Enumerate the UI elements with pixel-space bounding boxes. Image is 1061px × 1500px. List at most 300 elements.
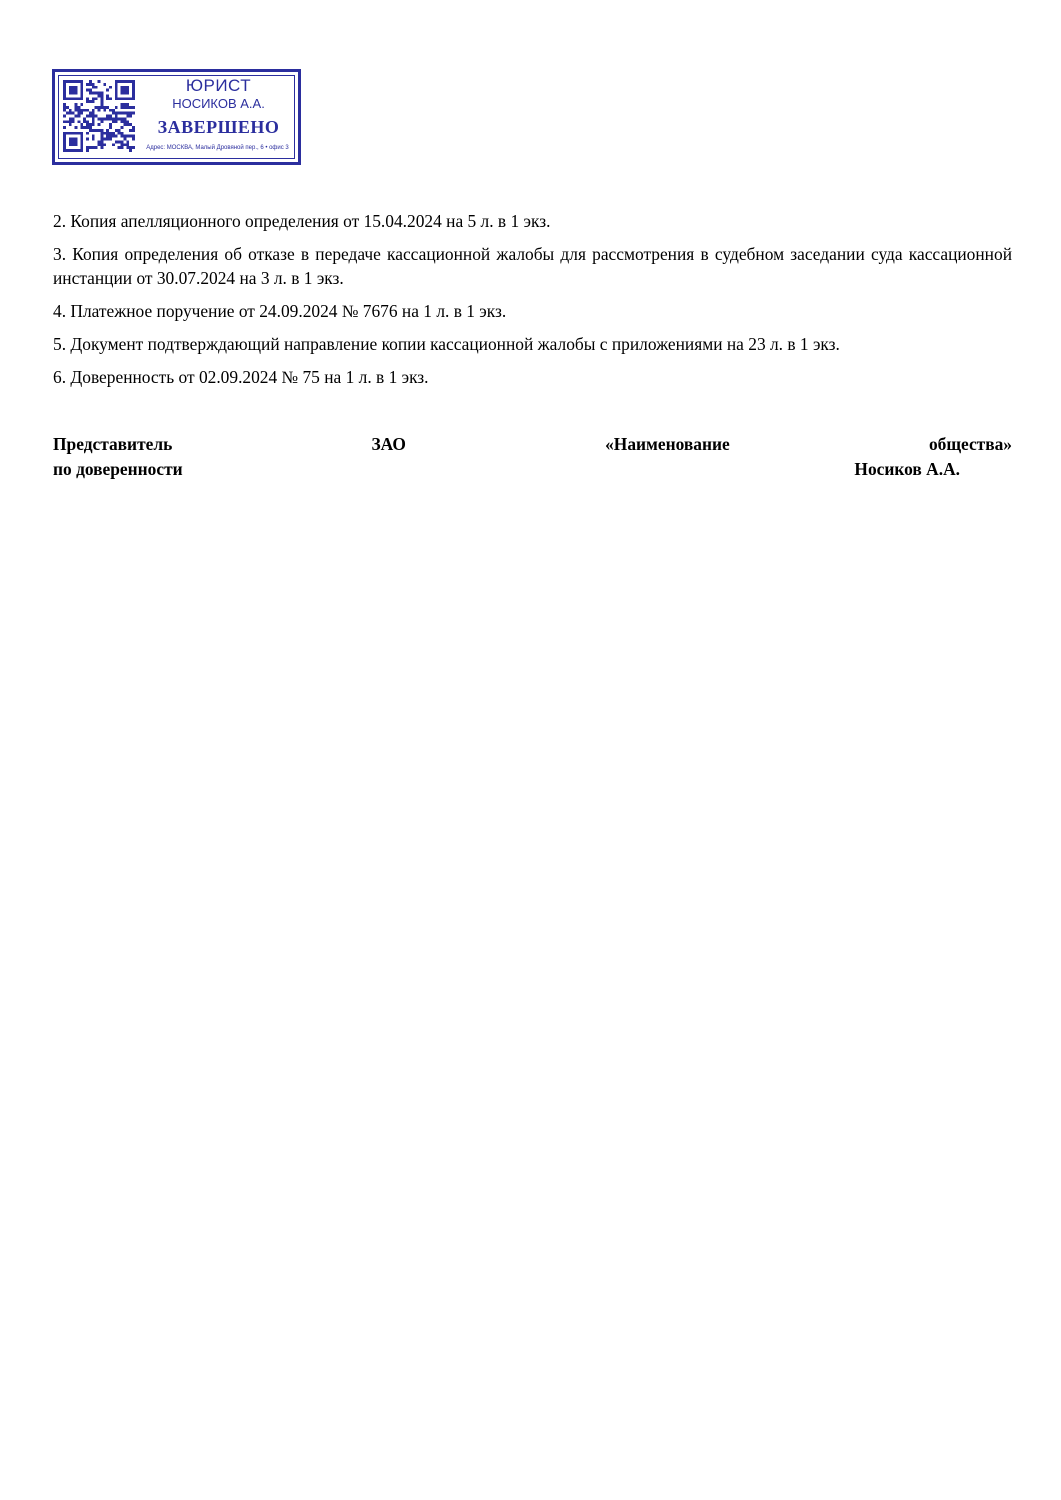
- qr-module: [100, 92, 103, 95]
- qr-module: [63, 146, 66, 149]
- qr-module: [106, 97, 109, 100]
- qr-module: [100, 129, 103, 132]
- qr-module: [121, 103, 124, 106]
- qr-module: [112, 112, 115, 115]
- qr-module: [126, 123, 129, 126]
- qr-module: [98, 143, 101, 146]
- qr-module: [118, 129, 121, 132]
- qr-module: [77, 112, 80, 115]
- qr-module: [100, 143, 103, 146]
- qr-module: [89, 115, 92, 118]
- qr-module: [115, 106, 118, 109]
- qr-module: [95, 97, 98, 100]
- qr-module: [63, 140, 66, 143]
- qr-module: [66, 120, 69, 123]
- qr-module: [121, 92, 124, 95]
- qr-module: [118, 132, 121, 135]
- signature-word: ЗАО: [371, 434, 406, 454]
- qr-module: [77, 132, 80, 135]
- qr-module: [115, 135, 118, 138]
- qr-module: [63, 132, 66, 135]
- qr-module: [75, 103, 78, 106]
- qr-module: [80, 135, 83, 138]
- qr-module: [118, 80, 121, 83]
- qr-module: [106, 94, 109, 97]
- qr-module: [126, 97, 129, 100]
- qr-module: [80, 109, 83, 112]
- qr-module: [132, 89, 135, 92]
- qr-module: [109, 117, 112, 120]
- qr-module: [80, 89, 83, 92]
- qr-module: [132, 94, 135, 97]
- stamp-address: Адрес: МОСКВА, Малый Дровяной пер., 6 • офис 3: [146, 145, 289, 151]
- qr-module: [132, 129, 135, 132]
- signature-word: Представитель: [53, 434, 173, 454]
- qr-module: [89, 129, 92, 132]
- qr-module: [109, 109, 112, 112]
- qr-module: [106, 89, 109, 92]
- qr-module: [98, 80, 101, 83]
- qr-code-icon: [63, 80, 135, 152]
- signature-word: «Наименование: [605, 434, 730, 454]
- qr-module: [109, 132, 112, 135]
- qr-module: [63, 115, 66, 118]
- qr-module: [80, 146, 83, 149]
- qr-module: [100, 138, 103, 141]
- qr-module: [115, 83, 118, 86]
- qr-module: [63, 143, 66, 146]
- qr-module: [92, 86, 95, 89]
- qr-module: [66, 97, 69, 100]
- qr-module: [121, 120, 124, 123]
- qr-module: [69, 138, 72, 141]
- qr-module: [98, 109, 101, 112]
- qr-module: [123, 135, 126, 138]
- qr-module: [106, 106, 109, 109]
- qr-module: [80, 83, 83, 86]
- qr-module: [129, 115, 132, 118]
- qr-module: [129, 123, 132, 126]
- qr-module: [63, 138, 66, 141]
- qr-module: [75, 106, 78, 109]
- qr-module: [103, 109, 106, 112]
- qr-module: [103, 106, 106, 109]
- qr-module: [115, 94, 118, 97]
- qr-module: [86, 146, 89, 149]
- qr-module: [123, 120, 126, 123]
- qr-module: [98, 92, 101, 95]
- qr-module: [92, 146, 95, 149]
- qr-module: [89, 146, 92, 149]
- qr-module: [75, 149, 78, 152]
- qr-module: [63, 97, 66, 100]
- qr-module: [115, 129, 118, 132]
- qr-module: [80, 92, 83, 95]
- qr-module: [132, 106, 135, 109]
- qr-module: [129, 146, 132, 149]
- qr-module: [103, 143, 106, 146]
- qr-module: [89, 123, 92, 126]
- qr-module: [115, 140, 118, 143]
- attachment-item: 4. Платежное поручение от 24.09.2024 № 7676 на 1 л. в 1 экз.: [53, 301, 507, 321]
- qr-module: [126, 115, 129, 118]
- qr-module: [72, 120, 75, 123]
- qr-module: [69, 109, 72, 112]
- qr-module: [86, 109, 89, 112]
- qr-module: [86, 120, 89, 123]
- qr-module: [129, 106, 132, 109]
- qr-module: [89, 83, 92, 86]
- qr-module: [132, 92, 135, 95]
- attachment-item: 2. Копия апелляционного определения от 15.04.2024 на 5 л. в 1 экз.: [53, 211, 551, 231]
- qr-module: [83, 109, 86, 112]
- qr-module: [72, 92, 75, 95]
- qr-module: [86, 89, 89, 92]
- qr-module: [77, 115, 80, 118]
- qr-module: [83, 117, 86, 120]
- qr-module: [89, 100, 92, 103]
- qr-module: [126, 146, 129, 149]
- qr-module: [75, 89, 78, 92]
- qr-module: [100, 117, 103, 120]
- qr-module: [115, 117, 118, 120]
- qr-module: [115, 86, 118, 89]
- qr-module: [69, 92, 72, 95]
- qr-module: [123, 97, 126, 100]
- qr-module: [95, 106, 98, 109]
- qr-module: [109, 123, 112, 126]
- qr-module: [100, 103, 103, 106]
- qr-module: [132, 97, 135, 100]
- qr-module: [86, 149, 89, 152]
- qr-module: [80, 138, 83, 141]
- qr-module: [92, 135, 95, 138]
- qr-module: [69, 97, 72, 100]
- qr-module: [121, 112, 124, 115]
- qr-module: [106, 129, 109, 132]
- qr-module: [66, 132, 69, 135]
- qr-module: [92, 115, 95, 118]
- qr-module: [77, 109, 80, 112]
- qr-module: [66, 80, 69, 83]
- qr-module: [126, 120, 129, 123]
- qr-module: [75, 80, 78, 83]
- qr-module: [132, 146, 135, 149]
- qr-module: [132, 126, 135, 129]
- qr-module: [112, 117, 115, 120]
- qr-module: [69, 112, 72, 115]
- qr-module: [115, 120, 118, 123]
- qr-module: [98, 129, 101, 132]
- qr-module: [80, 126, 83, 129]
- qr-module: [63, 126, 66, 129]
- qr-module: [86, 126, 89, 129]
- qr-module: [69, 86, 72, 89]
- qr-module: [92, 83, 95, 86]
- qr-module: [126, 80, 129, 83]
- qr-module: [92, 138, 95, 141]
- qr-module: [132, 86, 135, 89]
- qr-module: [80, 103, 83, 106]
- qr-module: [115, 80, 118, 83]
- signature-word: общества»: [928, 434, 1012, 454]
- qr-module: [69, 149, 72, 152]
- stamp-title: ЮРИСТ: [185, 76, 252, 95]
- signatory-name: Носиков А.А.: [854, 459, 960, 479]
- qr-module: [63, 83, 66, 86]
- qr-module: [72, 138, 75, 141]
- qr-module: [69, 117, 72, 120]
- qr-module: [123, 80, 126, 83]
- stamp-status: ЗАВЕРШЕНО: [157, 117, 280, 137]
- qr-module: [123, 123, 126, 126]
- qr-module: [63, 89, 66, 92]
- qr-module: [100, 100, 103, 103]
- qr-module: [126, 103, 129, 106]
- qr-module: [77, 106, 80, 109]
- qr-module: [72, 97, 75, 100]
- qr-module: [80, 143, 83, 146]
- qr-module: [72, 112, 75, 115]
- qr-module: [103, 117, 106, 120]
- qr-module: [103, 83, 106, 86]
- qr-module: [72, 117, 75, 120]
- qr-module: [109, 86, 112, 89]
- qr-module: [121, 89, 124, 92]
- qr-module: [95, 92, 98, 95]
- qr-module: [109, 97, 112, 100]
- qr-module: [92, 100, 95, 103]
- qr-module: [75, 92, 78, 95]
- qr-module: [126, 140, 129, 143]
- qr-module: [121, 126, 124, 129]
- qr-module: [92, 120, 95, 123]
- qr-module: [63, 80, 66, 83]
- qr-module: [80, 123, 83, 126]
- qr-module: [129, 129, 132, 132]
- qr-module: [75, 140, 78, 143]
- qr-module: [98, 117, 101, 120]
- qr-module: [89, 92, 92, 95]
- signature-line-1: [53, 432, 1012, 457]
- stamp-name: НОСИКОВ А.А.: [172, 96, 265, 111]
- qr-module: [129, 80, 132, 83]
- attachment-item: 3. Копия определения об отказе в передаче кассационной жалобы для рассмотрения в судебном заседании суда кассационной инстанции от 30.07.2024 на 3 л. в 1 экз.: [53, 244, 1012, 288]
- qr-module: [126, 143, 129, 146]
- qr-module: [112, 120, 115, 123]
- qr-module: [109, 138, 112, 141]
- qr-module: [92, 112, 95, 115]
- qr-module: [86, 132, 89, 135]
- qr-module: [98, 94, 101, 97]
- qr-module: [118, 117, 121, 120]
- qr-module: [126, 92, 129, 95]
- qr-module: [132, 135, 135, 138]
- qr-module: [115, 97, 118, 100]
- qr-module: [121, 80, 124, 83]
- qr-module: [126, 89, 129, 92]
- attachment-item: 5. Документ подтверждающий направление копии кассационной жалобы с приложениями на 23 л. в 1 экз.: [53, 334, 840, 354]
- qr-module: [86, 123, 89, 126]
- qr-module: [100, 94, 103, 97]
- qr-module: [129, 97, 132, 100]
- signature-capacity: по доверенности: [53, 459, 183, 479]
- qr-module: [109, 126, 112, 129]
- qr-module: [77, 80, 80, 83]
- qr-module: [121, 86, 124, 89]
- qr-module: [100, 97, 103, 100]
- qr-module: [100, 140, 103, 143]
- qr-module: [63, 94, 66, 97]
- qr-module: [106, 117, 109, 120]
- qr-module: [80, 94, 83, 97]
- qr-module: [106, 138, 109, 141]
- qr-module: [126, 86, 129, 89]
- qr-module: [118, 97, 121, 100]
- qr-module: [115, 89, 118, 92]
- qr-module: [92, 92, 95, 95]
- qr-module: [69, 132, 72, 135]
- qr-module: [75, 126, 78, 129]
- qr-module: [95, 146, 98, 149]
- qr-module: [63, 103, 66, 106]
- qr-module: [80, 80, 83, 83]
- qr-module: [98, 123, 101, 126]
- qr-module: [129, 135, 132, 138]
- qr-module: [86, 100, 89, 103]
- qr-module: [95, 86, 98, 89]
- qr-module: [92, 117, 95, 120]
- qr-module: [63, 120, 66, 123]
- qr-module: [63, 135, 66, 138]
- attachments-list: [53, 209, 1012, 398]
- qr-module: [63, 109, 66, 112]
- qr-module: [69, 89, 72, 92]
- qr-module: [123, 138, 126, 141]
- qr-module: [129, 112, 132, 115]
- qr-module: [121, 135, 124, 138]
- qr-module: [123, 89, 126, 92]
- qr-module: [75, 115, 78, 118]
- qr-module: [63, 149, 66, 152]
- qr-module: [115, 92, 118, 95]
- qr-module: [121, 97, 124, 100]
- qr-module: [92, 109, 95, 112]
- qr-module: [132, 112, 135, 115]
- qr-module: [80, 149, 83, 152]
- qr-module: [132, 80, 135, 83]
- qr-module: [129, 149, 132, 152]
- qr-module: [100, 146, 103, 149]
- qr-module: [66, 149, 69, 152]
- signature-line-2: [53, 457, 1012, 482]
- qr-module: [121, 106, 124, 109]
- qr-module: [100, 106, 103, 109]
- qr-module: [89, 80, 92, 83]
- qr-module: [132, 83, 135, 86]
- qr-module: [115, 115, 118, 118]
- qr-module: [123, 86, 126, 89]
- qr-module: [72, 143, 75, 146]
- qr-module: [75, 143, 78, 146]
- qr-module: [89, 112, 92, 115]
- qr-module: [123, 92, 126, 95]
- qr-module: [123, 117, 126, 120]
- qr-module: [86, 138, 89, 141]
- qr-module: [132, 138, 135, 141]
- qr-module: [103, 138, 106, 141]
- qr-module: [83, 126, 86, 129]
- qr-module: [98, 106, 101, 109]
- qr-module: [77, 120, 80, 123]
- qr-module: [63, 86, 66, 89]
- qr-module: [118, 146, 121, 149]
- qr-module: [121, 143, 124, 146]
- qr-module: [121, 140, 124, 143]
- qr-module: [72, 140, 75, 143]
- qr-module: [89, 126, 92, 129]
- qr-module: [86, 83, 89, 86]
- qr-module: [121, 117, 124, 120]
- qr-module: [112, 143, 115, 146]
- qr-module: [106, 115, 109, 118]
- qr-module: [66, 106, 69, 109]
- qr-module: [63, 92, 66, 95]
- qr-module: [80, 97, 83, 100]
- qr-module: [69, 123, 72, 126]
- qr-module: [109, 135, 112, 138]
- qr-module: [126, 112, 129, 115]
- qr-module: [80, 112, 83, 115]
- qr-module: [77, 97, 80, 100]
- qr-module: [72, 86, 75, 89]
- qr-module: [83, 120, 86, 123]
- qr-module: [63, 106, 66, 109]
- signature-block: [53, 432, 1012, 482]
- qr-module: [126, 135, 129, 138]
- attachment-item: 6. Доверенность от 02.09.2024 № 75 на 1 л. в 1 экз.: [53, 367, 429, 387]
- qr-module: [75, 109, 78, 112]
- qr-module: [80, 140, 83, 143]
- qr-module: [69, 140, 72, 143]
- qr-module: [92, 97, 95, 100]
- qr-module: [121, 146, 124, 149]
- qr-module: [75, 97, 78, 100]
- qr-module: [89, 89, 92, 92]
- qr-module: [92, 129, 95, 132]
- qr-module: [75, 86, 78, 89]
- qr-module: [72, 80, 75, 83]
- qr-module: [66, 112, 69, 115]
- qr-module: [118, 112, 121, 115]
- qr-module: [106, 135, 109, 138]
- qr-module: [69, 143, 72, 146]
- qr-module: [77, 149, 80, 152]
- qr-module: [118, 140, 121, 143]
- qr-module: [72, 89, 75, 92]
- qr-module: [92, 123, 95, 126]
- qr-module: [86, 115, 89, 118]
- qr-module: [72, 132, 75, 135]
- qr-module: [121, 132, 124, 135]
- qr-module: [112, 109, 115, 112]
- qr-module: [80, 86, 83, 89]
- qr-module: [126, 106, 129, 109]
- qr-module: [75, 138, 78, 141]
- qr-module: [100, 135, 103, 138]
- qr-module: [106, 132, 109, 135]
- qr-module: [98, 140, 101, 143]
